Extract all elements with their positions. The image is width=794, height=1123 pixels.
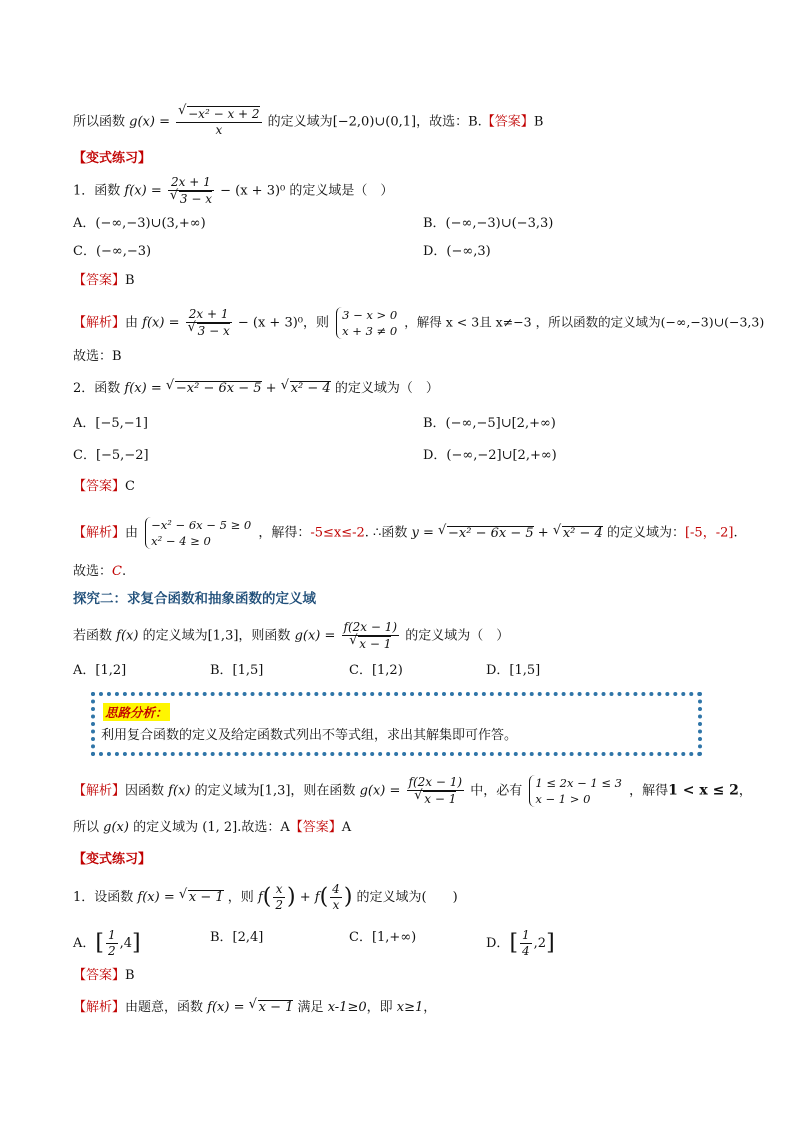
numerator: 4 [332, 882, 340, 896]
radical: √ x − 1 [188, 890, 224, 905]
text: . [121, 564, 127, 579]
text: 故选： [73, 564, 113, 579]
text: 满足 [297, 1000, 324, 1015]
text: ，即 [366, 1000, 393, 1015]
radical: √ −x² − 6x − 5 [447, 526, 534, 541]
math-g: g(x) = [129, 114, 170, 130]
example-2 [73, 620, 509, 652]
analysis-tag: 【解析】 [73, 783, 126, 799]
answer-value: B [533, 114, 544, 130]
question-2 [73, 379, 439, 399]
analysis-line [73, 998, 436, 1018]
option-b: B．(−∞,−3)∪(−3,3) [423, 216, 554, 231]
fraction [176, 106, 261, 138]
option-c: C．(−∞,−3) [73, 244, 152, 259]
text: 的定义域为（ ） [405, 628, 510, 644]
answer-line [73, 477, 135, 497]
text: .故选：A [237, 820, 290, 835]
math-f: f(x) = [124, 381, 162, 396]
condition: x-1≥0 [327, 1000, 367, 1015]
text: 所以 [73, 820, 100, 835]
text: − (x + 3)⁰，则 [237, 315, 329, 331]
answer-tag: 【答案】 [481, 114, 534, 130]
text: ，故选：B. [416, 114, 482, 130]
answer-value: B [125, 968, 135, 983]
text: 由 [125, 315, 139, 331]
radical: √ x − 1 [358, 636, 391, 651]
text: 的定义域为（ ） [334, 381, 439, 396]
denominator: 2 [275, 898, 283, 912]
condition: x≥1 [396, 1000, 424, 1015]
math-y: y = [411, 525, 434, 541]
radical: √ x² − 4 [562, 526, 603, 541]
section-title: 探究二：求复合函数和抽象函数的定义域 [73, 591, 316, 607]
question-label: 2．函数 [73, 381, 121, 396]
math-f: f(x) = [142, 315, 180, 331]
domain-set: [−2,0)∪(0,1] [332, 114, 417, 130]
option-row [73, 214, 554, 234]
analysis-tag: 【解析】 [73, 525, 126, 541]
answer-tag: 【答案】 [73, 273, 126, 288]
choose-line [73, 562, 126, 582]
question-label: 1．函数 [73, 183, 121, 199]
answer-tag: 【答案】 [73, 479, 126, 494]
text: ，则 [227, 890, 254, 905]
text: ，解得 [629, 783, 669, 799]
option-d: D．[1,5] [486, 663, 541, 678]
fraction [168, 175, 214, 207]
option-b: B．[1,5] [210, 663, 264, 678]
text: 的定义域为[1,3]，则函数 [142, 628, 291, 644]
practice-heading-2: 【变式练习】 [73, 852, 152, 867]
inequality: 1 ≤ 2x − 1 ≤ 3 [535, 776, 622, 790]
option-row [73, 414, 556, 434]
hint-tag: 思路分析： [105, 705, 168, 720]
fraction [330, 882, 342, 913]
domain-result: [-5，-2] [684, 525, 734, 541]
radical: √ −x² − 6x − 5 [175, 381, 262, 396]
text: 由题意，函数 [125, 1000, 204, 1015]
option-d: D．[ $\frac{1}{4}$ ,2] [486, 928, 555, 958]
inequality: x − 1 > 0 [535, 792, 591, 806]
radical: √ 3 − x [197, 323, 230, 338]
domain-set: (1, 2] [202, 820, 238, 835]
conclusion-line [73, 818, 351, 838]
radical: √ x − 1 [423, 791, 456, 806]
text: ， [738, 783, 752, 799]
numerator: 2x + 1 [186, 307, 232, 323]
operator: + [299, 890, 311, 905]
answer-value: A [341, 820, 352, 835]
text: 的定义域为[1,3]，则在函数 [194, 783, 356, 799]
math-f: f(x) [168, 783, 191, 799]
practice-question-1: 1．设函数 f(x) = √ x − 1 ，则 f( $\frac{x}{2}$ ) + f( $\frac{4}{x}$ ) 的定义域为( ) [73, 882, 458, 913]
analysis-line [73, 307, 764, 339]
radical: √ 3 − x [179, 191, 212, 206]
numerator: f(2x − 1) [343, 620, 398, 634]
option-a: A．[1,2] [73, 663, 127, 678]
option-row [73, 242, 491, 262]
answer-value: C [125, 479, 135, 494]
radical: √ x − 1 [258, 1000, 294, 1015]
hint-box [91, 692, 702, 756]
text: ， [423, 1000, 437, 1015]
math-f: f(x) [116, 628, 139, 644]
option-b: B．[2,4] [210, 930, 264, 945]
inequality: x² − 4 ≥ 0 [151, 534, 211, 548]
option-c: C．[−5,−2] [73, 448, 149, 463]
denominator: x [215, 123, 223, 137]
inequality: 3 − x > 0 [342, 308, 398, 322]
question-1 [73, 175, 393, 207]
radical: √ −x² − x + 2 [187, 106, 259, 121]
option-b: B．(−∞,−5]∪[2,+∞) [423, 416, 556, 431]
question-label: 1．设函数 [73, 890, 134, 905]
option-row [73, 928, 555, 959]
answer-line [73, 271, 135, 291]
fraction [186, 307, 232, 339]
option-a: A．(−∞,−3)∪(3,+∞) [73, 216, 206, 231]
text: 的定义域为 [133, 820, 199, 835]
inequality-system [336, 307, 397, 339]
operator: + [265, 381, 277, 396]
choose-line: 故选：B [73, 349, 122, 364]
option-row [73, 661, 541, 681]
option-a: A．[ $\frac{1}{2}$ ,4] [73, 928, 141, 958]
option-c: C．[1,2) [349, 663, 403, 678]
text: 若函数 [73, 628, 113, 644]
analysis-line [73, 775, 752, 807]
numerator: f(2x − 1) [408, 775, 463, 789]
text: 的定义域为( ) [356, 890, 458, 905]
option-d: D．(−∞,3) [423, 244, 491, 259]
text: ，解得： [258, 525, 311, 541]
text: 所以函数 [73, 114, 126, 130]
text: . ∴函数 [364, 525, 408, 541]
analysis-tag: 【解析】 [73, 1000, 126, 1015]
operator: + [537, 525, 549, 541]
answer-line [73, 966, 135, 986]
practice-heading-1: 【变式练习】 [73, 151, 152, 166]
math-g: g(x) = [294, 628, 336, 644]
text: − (x + 3)⁰ 的定义域是（ ） [220, 183, 394, 199]
hint-text: 利用复合函数的定义及给定函数式列出不等式组，求出其解集即可作答。 [101, 728, 518, 743]
inequality-system [529, 775, 622, 807]
text: 的定义域为 [267, 114, 333, 130]
text: 的定义域为： [606, 525, 685, 541]
math-g: g(x) [103, 820, 129, 835]
math-f: f(x) = [207, 1000, 245, 1015]
text: 由 [125, 525, 139, 541]
radical: √ x² − 4 [290, 381, 331, 396]
math-f: f [257, 890, 263, 905]
option-c: C．[1,+∞) [349, 930, 417, 945]
solution-range: -5≤x≤-2 [310, 525, 365, 541]
math-f: f(x) = [137, 890, 175, 905]
inequality: x + 3 ≠ 0 [342, 324, 398, 338]
answer-tag: 【答案】 [73, 968, 126, 983]
intro-conclusion-line [73, 106, 543, 138]
analysis-tag: 【解析】 [73, 315, 126, 331]
math-f: f(x) = [124, 183, 162, 199]
fraction [407, 775, 465, 807]
option-row [73, 446, 557, 466]
numerator: x [273, 882, 285, 898]
text: . [733, 525, 738, 541]
analysis-line [73, 517, 738, 549]
text: 中，必有 [470, 783, 523, 799]
solution: 1 < x ≤ 2 [668, 782, 739, 799]
answer-tag: 【答案】 [289, 820, 342, 835]
math-g: g(x) = [359, 783, 401, 799]
inequality-system [145, 517, 251, 549]
answer-value: B [125, 273, 135, 288]
fraction [273, 882, 285, 913]
inequality: −x² − 6x − 5 ≥ 0 [151, 518, 252, 532]
option-a: A．[−5,−1] [73, 416, 148, 431]
fraction [342, 620, 400, 652]
text: 因函数 [125, 783, 165, 799]
choice: C [112, 564, 122, 579]
text: ，解得 x < 3且 x≠−3 ，所以函数的定义域为(−∞,−3)∪(−3,3) [404, 314, 765, 330]
numerator: 2x + 1 [168, 175, 214, 191]
math-f: f [314, 890, 320, 905]
option-d: D．(−∞,−2]∪[2,+∞) [423, 448, 557, 463]
denominator: x [332, 898, 340, 912]
